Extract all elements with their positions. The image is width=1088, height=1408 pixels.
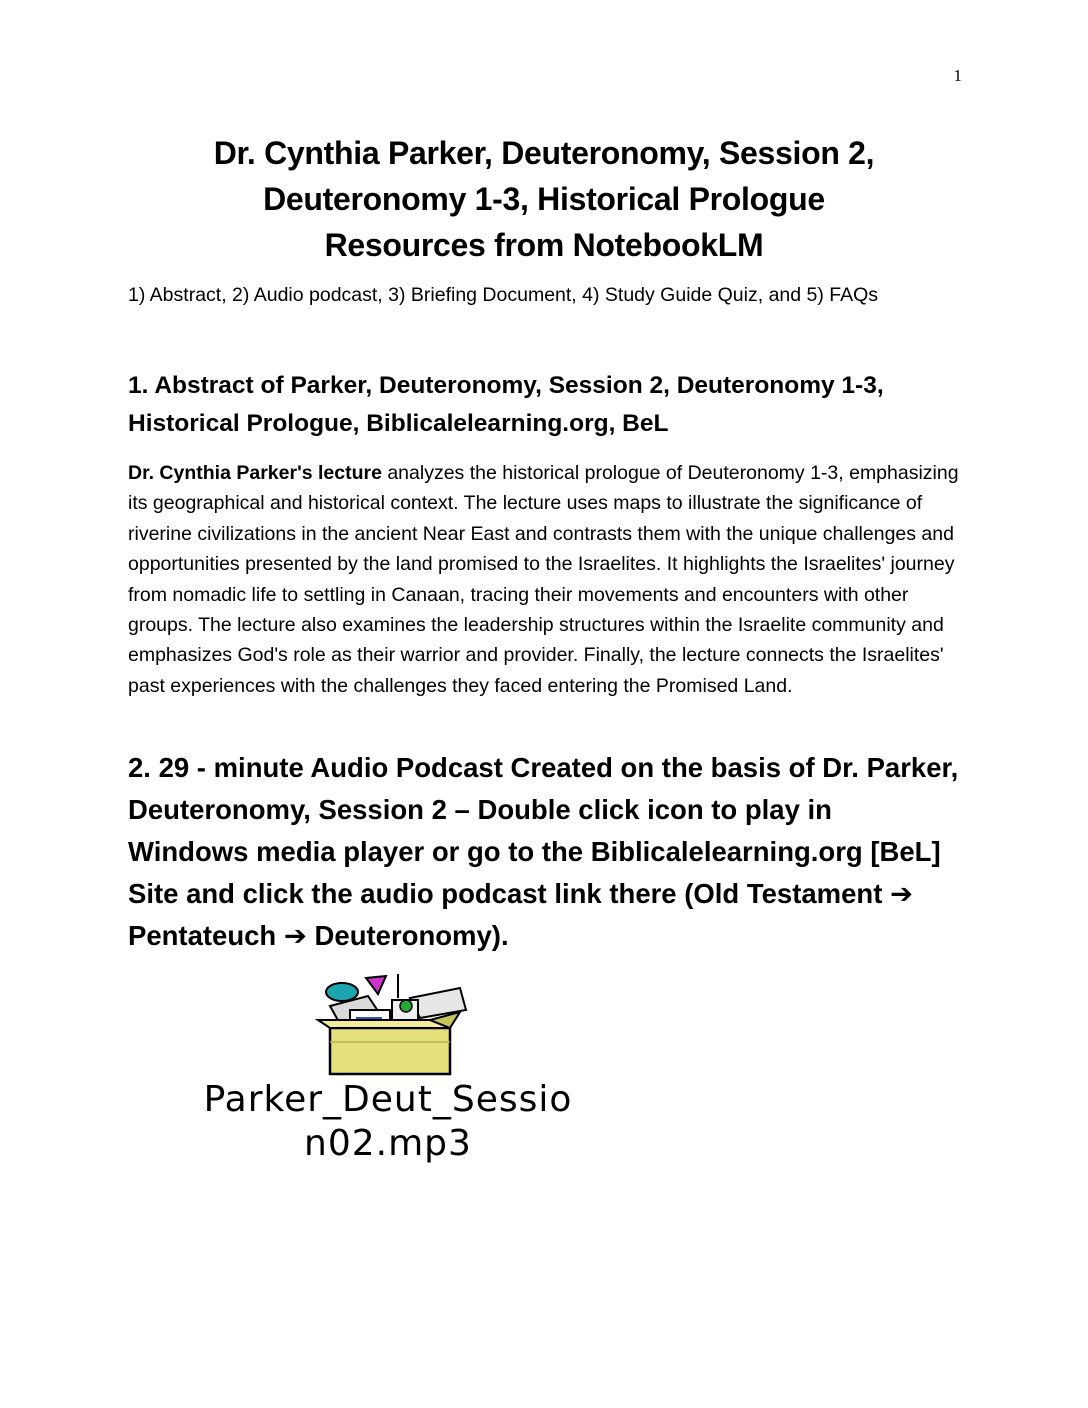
title-line-3: Resources from NotebookLM: [324, 227, 764, 263]
filename-line-2: n02.mp3: [304, 1123, 472, 1164]
podcast-heading-part2: Pentateuch: [128, 920, 284, 951]
abstract-heading: 1. Abstract of Parker, Deuteronomy, Session 2, Deuteronomy 1-3, Historical Prologue, Biblicalelearning.org, BeL: [128, 372, 884, 437]
title-line-1: Dr. Cynthia Parker, Deuteronomy, Session 2,: [213, 135, 875, 171]
page-title: [100, 130, 988, 268]
podcast-heading-part3: Deuteronomy).: [306, 920, 509, 951]
resource-list: 1) Abstract, 2) Audio podcast, 3) Briefing Document, 4) Study Guide Quiz, and 5) FAQs: [128, 284, 879, 306]
abstract-lead: Dr. Cynthia Parker's lecture: [128, 462, 382, 484]
filename-line-1: Parker_Deut_Sessio: [203, 1079, 573, 1120]
arrow-icon: ➔: [890, 878, 914, 909]
title-line-2: Deuteronomy 1-3, Historical Prologue: [263, 181, 825, 217]
arrow-icon: ➔: [283, 920, 307, 951]
package-icon[interactable]: [310, 970, 472, 1080]
page-number: 1: [953, 66, 962, 85]
abstract-body: analyzes the historical prologue of Deuteronomy 1-3, emphasizing its geographical and historical context. The lecture uses maps to illustrate the significance of riverine civilizations in the ancient Near East and contrasts them with the unique challenges and opportunities presented by the land promised to the Israelites. It highlights the Israelites' journey from nomadic life to settling in Canaan, tracing their movements and encounters with other groups. The lecture also examines the leadership structures within the Israelite community and emphasizes God's role as their warrior and provider. Finally, the lecture connects the Israelites' past experiences with the challenges they faced entering the Promised Land.: [128, 462, 959, 697]
attachment-filename[interactable]: [128, 1078, 648, 1166]
abstract-paragraph: [128, 458, 960, 701]
podcast-heading-part1: 2. 29 - minute Audio Podcast Created on the basis of Dr. Parker, Deuteronomy, Session 2 – Double click icon to play in Windows media player or go to the Biblicalelearning.org [BeL] Site and click the audio podcast link there (Old Testament: [128, 752, 959, 909]
podcast-heading: [128, 747, 960, 957]
